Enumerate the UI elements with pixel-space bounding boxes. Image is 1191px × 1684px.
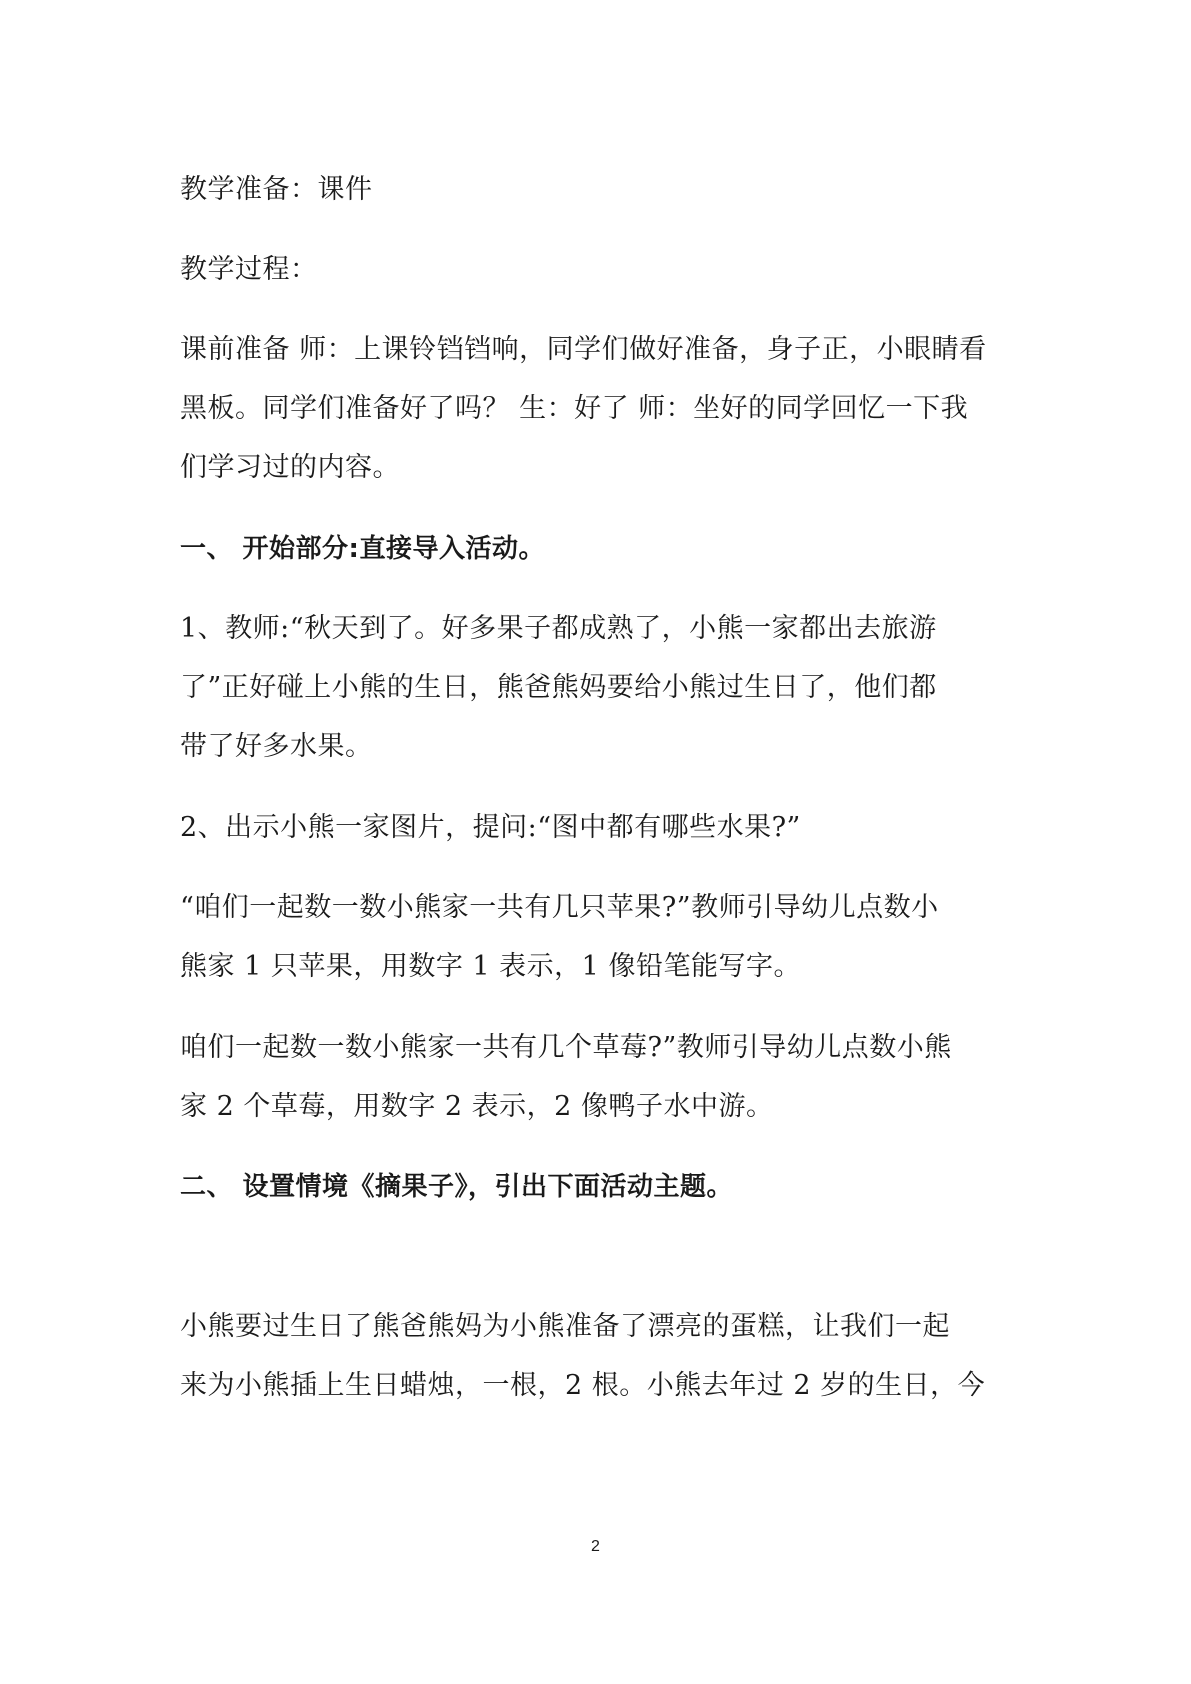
paragraph-line: 咱们一起数一数小熊家一共有几个草莓?”教师引导幼儿点数小熊	[180, 1032, 952, 1063]
paragraph-line: 熊家 1 只苹果，用数字 1 表示，1 像铅笔能写字。	[180, 951, 801, 982]
section-heading-1: 一、 开始部分:直接导入活动。	[180, 534, 545, 564]
paragraph-line: 带了好多水果。	[180, 731, 373, 762]
paragraph-line: 家 2 个草莓，用数字 2 表示，2 像鸭子水中游。	[180, 1091, 774, 1122]
section-heading-2: 二、 设置情境《摘果子》，引出下面活动主题。	[180, 1172, 734, 1202]
paragraph-line: 2、出示小熊一家图片，提问:“图中都有哪些水果?”	[180, 812, 801, 843]
page-number: 2	[591, 1538, 600, 1555]
paragraph-line: 来为小熊插上生日蜡烛，一根，2 根。小熊去年过 2 岁的生日，今	[180, 1370, 986, 1401]
paragraph-line: 1、教师:“秋天到了。好多果子都成熟了，小熊一家都出去旅游	[180, 613, 937, 644]
teaching-process-heading: 教学过程：	[180, 254, 318, 285]
teaching-prep-line: 教学准备：课件	[180, 174, 373, 205]
paragraph-line: 小熊要过生日了熊爸熊妈为小熊准备了漂亮的蛋糕，让我们一起	[180, 1311, 950, 1342]
paragraph-line: 了”正好碰上小熊的生日，熊爸熊妈要给小熊过生日了，他们都	[180, 672, 937, 703]
paragraph-line: 课前准备 师：上课铃铛铛响，同学们做好准备，身子正，小眼睛看	[180, 334, 987, 365]
paragraph-line: 黑板。同学们准备好了吗？ 生：好了 师：坐好的同学回忆一下我	[180, 393, 969, 424]
paragraph-line: “咱们一起数一数小熊家一共有几只苹果?”教师引导幼儿点数小	[180, 892, 939, 923]
paragraph-line: 们学习过的内容。	[180, 452, 400, 483]
